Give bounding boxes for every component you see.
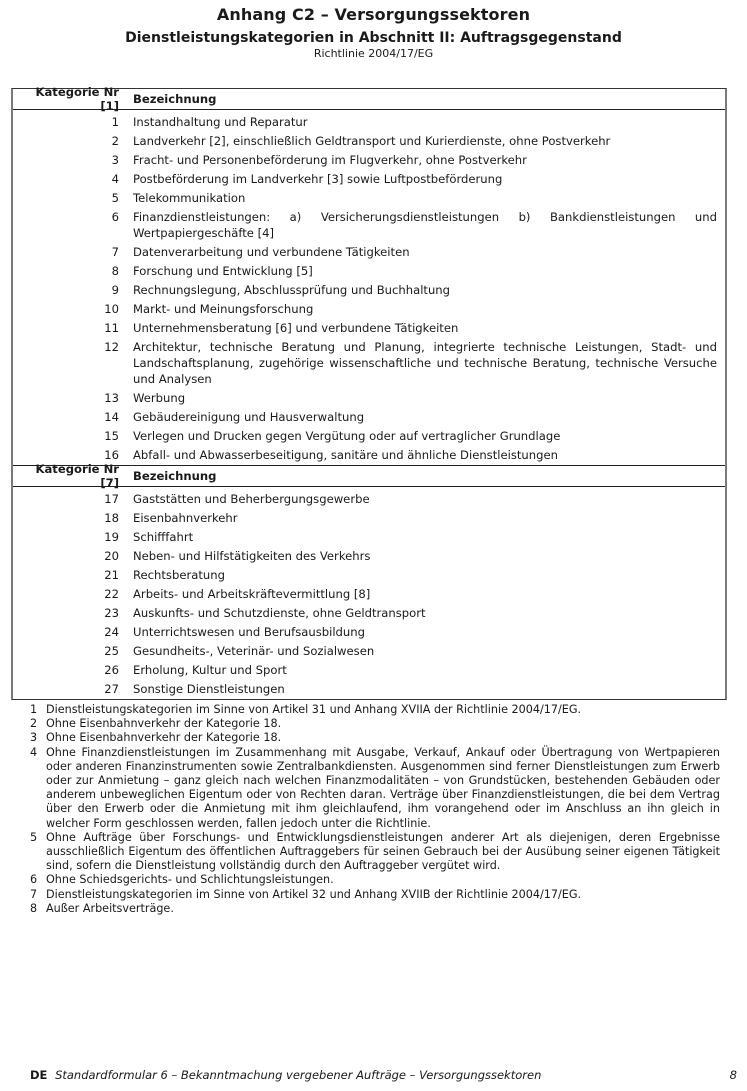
footnote: [30, 902, 720, 916]
category-description: Rechnungslegung, Abschlussprüfung und Buchhaltung: [133, 282, 451, 297]
table-row: [13, 337, 725, 388]
category-number: 10: [104, 301, 119, 316]
category-number: 23: [104, 605, 119, 620]
table-row: [13, 188, 725, 207]
table-row: [13, 261, 725, 280]
category-number: 14: [104, 409, 119, 424]
table-row: [13, 565, 725, 584]
category-description: Arbeits- und Arbeitskräftevermittlung [8]: [133, 586, 371, 601]
category-number: 26: [104, 662, 119, 677]
category-number: 8: [111, 263, 119, 278]
category-description: Erholung, Kultur und Sport: [133, 662, 287, 677]
page-number: 8: [729, 1068, 737, 1082]
category-number: 20: [104, 548, 119, 563]
table-row: [13, 318, 725, 337]
category-description: Gebäudereinigung und Hausverwaltung: [133, 409, 365, 424]
category-number: 24: [104, 624, 119, 639]
category-description: Unternehmensberatung [6] und verbundene Tätigkeiten: [133, 320, 459, 335]
category-description: Forschung und Entwicklung [5]: [133, 263, 313, 278]
column-header-description: Bezeichnung: [133, 92, 217, 106]
footnote-number: 1: [30, 703, 38, 716]
category-description: Verlegen und Drucken gegen Vergütung oder auf vertraglicher Grundlage: [133, 428, 561, 443]
footnote-text: Ohne Schiedsgerichts- und Schlichtungsleistungen.: [46, 873, 334, 887]
category-description: Landverkehr [2], einschließlich Geldtransport und Kurierdienste, ohne Postverkehr: [133, 133, 611, 148]
category-description: Eisenbahnverkehr: [133, 510, 238, 525]
category-description: Neben- und Hilfstätigkeiten des Verkehrs: [133, 548, 371, 563]
footnotes: [30, 703, 720, 916]
footnote-text: Dienstleistungskategorien im Sinne von Artikel 32 und Anhang XVIIB der Richtlinie 2004/17/EG.: [46, 887, 582, 901]
category-description: Postbeförderung im Landverkehr [3] sowie Luftpostbeförderung: [133, 171, 503, 186]
page-subtitle: Dienstleistungskategorien in Abschnitt II: Auftragsgegenstand: [125, 30, 622, 46]
category-description: Rechtsberatung: [133, 567, 225, 582]
table-row: [13, 169, 725, 188]
category-number: 12: [104, 339, 119, 354]
table-row: [13, 112, 725, 131]
table-row: [13, 150, 725, 169]
directive-reference: Richtlinie 2004/17/EG: [313, 47, 434, 60]
category-number: 3: [111, 152, 119, 167]
category-number: 25: [104, 643, 119, 658]
footnote: [30, 703, 720, 717]
table-row: [13, 679, 725, 698]
footnote-text: Ohne Eisenbahnverkehr der Kategorie 18.: [46, 717, 282, 731]
column-header-category-number: Kategorie Nr [1]: [35, 85, 119, 113]
category-description: Instandhaltung und Reparatur: [133, 114, 308, 129]
category-number: 4: [111, 171, 119, 186]
footnote-number: 7: [30, 887, 38, 901]
page-footer: [30, 1068, 737, 1082]
table-row: [13, 299, 725, 318]
footnote: [30, 873, 720, 887]
table-row: [13, 131, 725, 150]
category-description: Telekommunikation: [133, 190, 246, 205]
category-description: Auskunfts- und Schutzdienste, ohne Geldtransport: [133, 605, 426, 620]
table-row: [13, 489, 725, 508]
category-number: 15: [104, 428, 119, 443]
footnote-text: Ohne Eisenbahnverkehr der Kategorie 18.: [46, 731, 282, 745]
table-body-section-1: [13, 110, 725, 465]
category-description: Abfall- und Abwasserbeseitigung, sanitäre und ähnliche Dienstleistungen: [133, 447, 558, 462]
category-description: Architektur, technische Beratung und Planung, integrierte technische Leistungen, Stadt- und Landschaftsplanung, zugehörige wissenschaftliche und technische Beratung, technische Versuche und Analysen: [133, 339, 717, 386]
table-row: [13, 584, 725, 603]
category-number: 21: [104, 567, 119, 582]
category-description: Finanzdienstleistungen: a) Versicherungsdienstleistungen b) Bankdienstleistungen und Wertpapiergeschäfte [4]: [133, 209, 717, 240]
column-header-category-number: Kategorie Nr [7]: [35, 462, 119, 490]
table-row: [13, 207, 725, 242]
category-table: [11, 85, 727, 700]
language-code: DE: [30, 1068, 48, 1082]
table-row: [13, 388, 725, 407]
category-number: 18: [104, 510, 119, 525]
category-number: 2: [111, 133, 119, 148]
table-row: [13, 603, 725, 622]
footnote: [30, 731, 720, 745]
footnote-number: 3: [30, 731, 38, 745]
category-description: Sonstige Dienstleistungen: [133, 681, 285, 696]
table-body-section-2: [13, 487, 725, 699]
table-row: [13, 546, 725, 565]
column-header-description: Bezeichnung: [133, 469, 217, 483]
table-row: [13, 426, 725, 445]
footnote: [30, 746, 720, 831]
table-row: [13, 407, 725, 426]
category-description: Gaststätten und Beherbergungsgewerbe: [133, 491, 370, 506]
footnote-number: 2: [30, 717, 38, 731]
category-description: Markt- und Meinungsforschung: [133, 301, 314, 316]
footnote-number: 8: [30, 901, 38, 915]
table-header-section-2: [13, 462, 725, 490]
footnote-number: 6: [30, 873, 38, 887]
category-number: 7: [111, 244, 119, 259]
category-description: Unterrichtswesen und Berufsausbildung: [133, 624, 365, 639]
category-number: 13: [104, 390, 119, 405]
table-row: [13, 641, 725, 660]
category-description: Werbung: [133, 390, 186, 405]
category-number: 1: [111, 114, 119, 129]
footnote: [30, 888, 720, 902]
table-header-section-1: [13, 85, 725, 113]
category-number: 6: [111, 209, 119, 224]
table-row: [13, 660, 725, 679]
category-number: 11: [104, 320, 119, 335]
category-number: 27: [104, 681, 119, 696]
category-description: Schifffahrt: [133, 529, 194, 544]
category-number: 16: [104, 447, 119, 462]
footnote-text: Ohne Finanzdienstleistungen im Zusammenhang mit Ausgabe, Verkauf, Ankauf oder Übertragung von Wertpapieren oder anderen Finanzinstrumenten sowie Zentralbankdiensten. Ausgenommen sind ferner Dienstleistungen zum Erwerb oder zur Anmietung – ganz gleich nach welchen Finanzmodalitäten – von Grundstücken, bestehenden Gebäuden oder anderem unbeweglichen Eigentum oder von Rechten daran. Verträge über Finanzdienstleistungen, die bei dem Vertrag über den Erwerb oder die Anmietung mit ihm gleichlaufend, ihm vorangehend oder im Anschluss an ihn gleich in welcher Form geschlossen werden, fallen jedoch unter die Richtlinie.: [46, 745, 720, 830]
table-row: [13, 280, 725, 299]
footnote-text: Außer Arbeitsverträge.: [46, 901, 174, 915]
table-row: [13, 527, 725, 546]
category-number: 22: [104, 586, 119, 601]
footnote-text: Dienstleistungskategorien im Sinne von Artikel 31 und Anhang XVIIA der Richtlinie 2004/17/EG.: [46, 703, 582, 716]
footnote-text: Ohne Aufträge über Forschungs- und Entwicklungsdienstleistungen anderer Art als diejenigen, deren Ergebnisse ausschließlich Eigentum des öffentlichen Auftraggebers für seinen Gebrauch bei der Ausübung seiner eigenen Tätigkeit sind, sofern die Dienstleistung vollständig durch den Auftraggeber vergütet wird.: [46, 830, 720, 873]
category-description: Fracht- und Personenbeförderung im Flugverkehr, ohne Postverkehr: [133, 152, 527, 167]
category-number: 5: [111, 190, 119, 205]
category-number: 17: [104, 491, 119, 506]
category-number: 9: [111, 282, 119, 297]
footer-text: Standardformular 6 – Bekanntmachung vergebener Aufträge – Versorgungssektoren: [55, 1068, 542, 1082]
footnote-number: 5: [30, 830, 38, 844]
footnote-number: 4: [30, 745, 38, 759]
category-number: 19: [104, 529, 119, 544]
page-title: Anhang C2 – Versorgungssektoren: [216, 5, 531, 24]
table-row: [13, 622, 725, 641]
category-description: Datenverarbeitung und verbundene Tätigkeiten: [133, 244, 410, 259]
table-row: [13, 508, 725, 527]
category-description: Gesundheits-, Veterinär- und Sozialwesen: [133, 643, 375, 658]
footnote: [30, 831, 720, 874]
footnote: [30, 717, 720, 731]
table-row: [13, 242, 725, 261]
